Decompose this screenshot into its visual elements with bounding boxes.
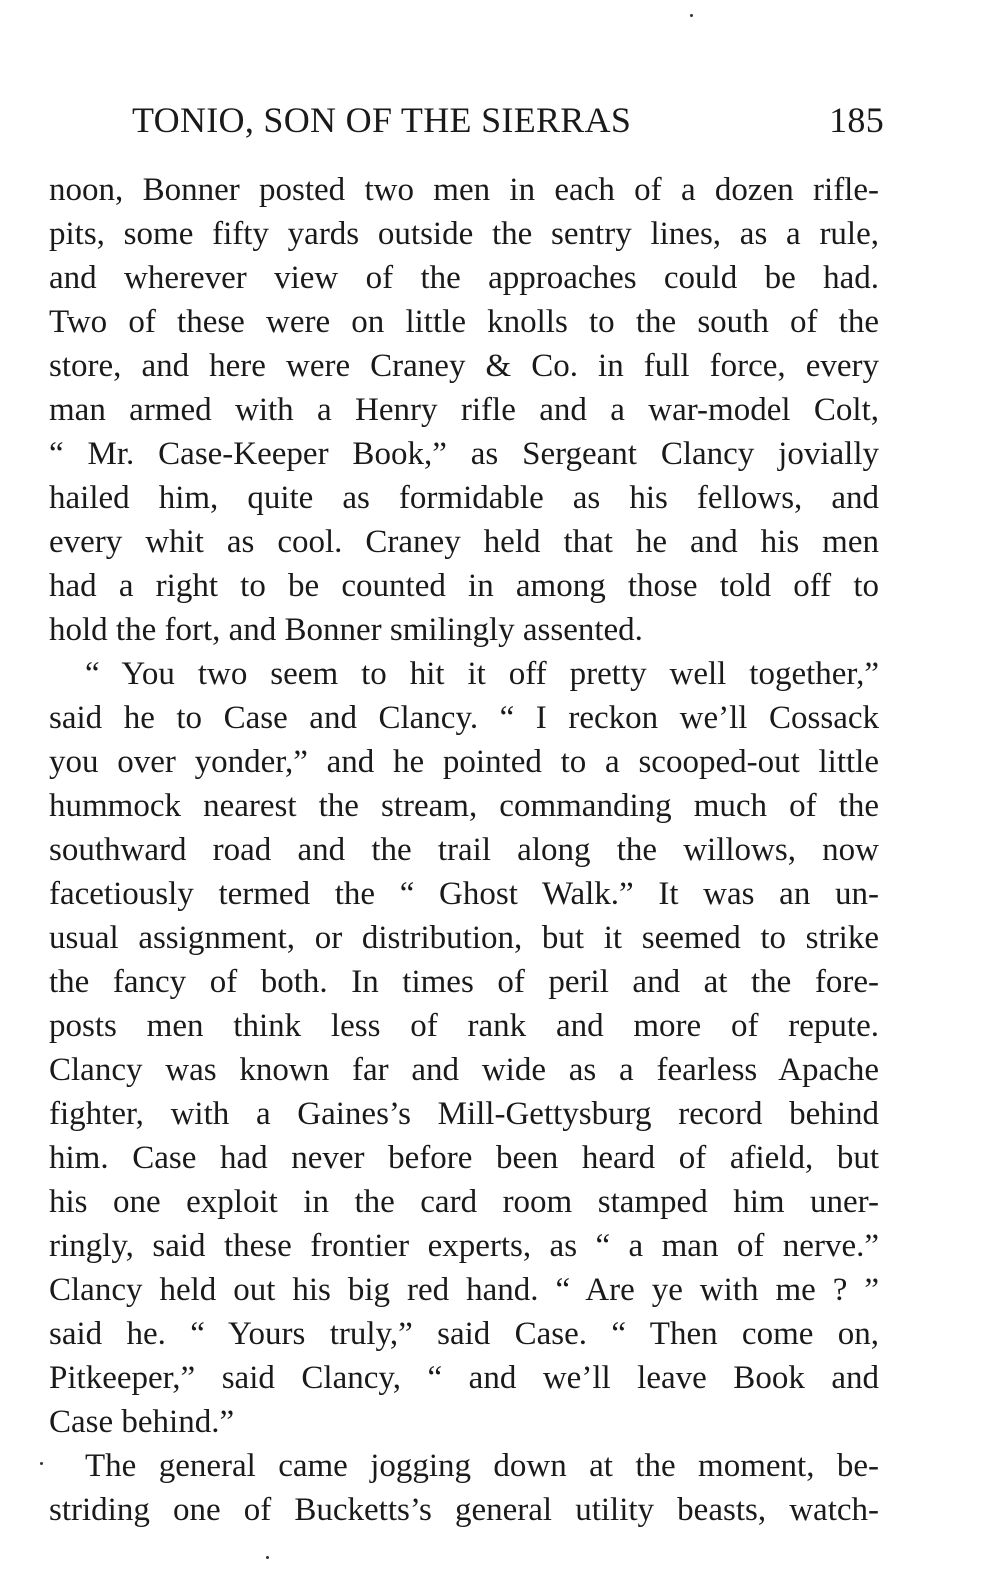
text-line: every whit as cool. Craney held that he and his men [49,524,879,560]
text-line: his one exploit in the card room stamped him uner- [49,1184,879,1220]
text-line: store, and here were Craney & Co. in full force, every [49,348,879,384]
text-line: said he to Case and Clancy. “ I reckon we’ll Cossack [49,700,879,736]
running-header [132,96,884,144]
text-line: fighter, with a Gaines’s Mill-Gettysburg record behind [49,1096,879,1132]
scan-speck [690,14,693,17]
text-line: posts men think less of rank and more of repute. [49,1008,879,1044]
text-line: Clancy held out his big red hand. “ Are ye with me ? ” [49,1272,879,1308]
page-number: 185 [829,100,884,140]
text-line: Case behind.” [49,1404,235,1440]
text-line: pits, some fifty yards outside the sentry lines, as a rule, [49,216,879,252]
text-line: him. Case had never before been heard of afield, but [49,1140,879,1176]
scan-speck [40,1462,43,1465]
text-line: had a right to be counted in among those told off to [49,568,879,604]
text-line: “ You two seem to hit it off pretty well together,” [85,656,879,692]
text-line: said he. “ Yours truly,” said Case. “ Then come on, [49,1316,879,1352]
scan-speck [266,1556,269,1559]
text-line: you over yonder,” and he pointed to a scooped-out little [49,744,879,780]
running-title: TONIO, SON OF THE SIERRAS [132,100,632,140]
text-line: the fancy of both. In times of peril and at the fore- [49,964,879,1000]
text-line: striding one of Bucketts’s general utility beasts, watch- [49,1492,879,1528]
text-line: The general came jogging down at the moment, be- [85,1448,879,1484]
text-line: Clancy was known far and wide as a fearless Apache [49,1052,879,1088]
text-line: hummock nearest the stream, commanding much of the [49,788,879,824]
text-line: ringly, said these frontier experts, as “ a man of nerve.” [49,1228,879,1264]
text-line: southward road and the trail along the willows, now [49,832,879,868]
text-line: Pitkeeper,” said Clancy, “ and we’ll leave Book and [49,1360,879,1396]
text-line: hailed him, quite as formidable as his fellows, and [49,480,879,516]
text-line: hold the fort, and Bonner smilingly assented. [49,612,643,648]
text-line: Two of these were on little knolls to the south of the [49,304,879,340]
text-line: noon, Bonner posted two men in each of a dozen rifle- [49,172,879,208]
text-line: facetiously termed the “ Ghost Walk.” It was an un- [49,876,879,912]
text-line: man armed with a Henry rifle and a war-model Colt, [49,392,879,428]
text-line: and wherever view of the approaches could be had. [49,260,879,296]
text-line: usual assignment, or distribution, but it seemed to strike [49,920,879,956]
text-line: “ Mr. Case-Keeper Book,” as Sergeant Clancy jovially [49,436,879,472]
